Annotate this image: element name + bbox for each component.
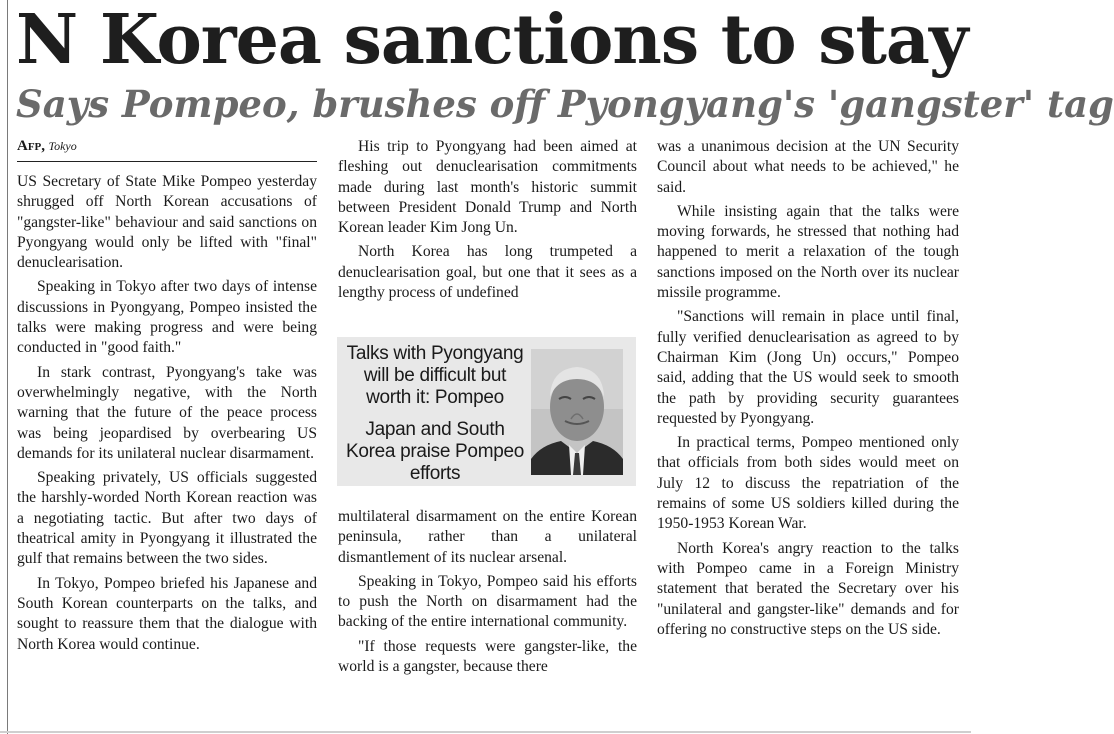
paragraph: was a unanimous decision at the UN Security Council about what needs to be achieved," he said. <box>657 138 959 196</box>
article-column-2-top <box>338 137 637 307</box>
subheadline: Says Pompeo, brushes off Pyongyang's 'gangster' tag <box>16 82 1114 126</box>
pullquote-text <box>345 343 525 485</box>
pullquote-line-2: Japan and South Korea praise Pompeo efforts <box>345 419 525 484</box>
byline-place: Tokyo <box>48 139 77 153</box>
byline-agency: Afp, <box>17 138 46 154</box>
left-column-rule <box>7 0 8 734</box>
paragraph: While insisting again that the talks were moving forwards, he stressed that nothing had happened to merit a relaxation of the tough sanctions imposed on the North over its nuclear missile programme. <box>657 202 959 302</box>
portrait-illustration <box>531 349 623 475</box>
paragraph: "Sanctions will remain in place until final, fully verified denuclearisation as agreed to by Chairman Kim (Jong Un) occurs," Pompeo said, adding that the US would seek to smooth the path by providing security guarantees requested by Pyongyang. <box>657 308 959 427</box>
paragraph: multilateral disarmament on the entire Korean peninsula, rather than a unilateral dismantlement of its nuclear arsenal. <box>338 508 637 566</box>
byline <box>17 137 317 162</box>
paragraph: "If those requests were gangster-like, the world is a gangster, because there <box>338 637 637 676</box>
paragraph: Speaking in Tokyo, Pompeo said his efforts to push the North on disarmament had the backing of the entire international community. <box>338 572 637 631</box>
article-column-1 <box>17 172 317 659</box>
bottom-rule <box>0 731 971 733</box>
paragraph: US Secretary of State Mike Pompeo yesterday shrugged off North Korean accusations of "gangster-like" behaviour and said sanctions on Pyongyang would only be lifted with "final" denuclearisation. <box>17 173 317 272</box>
paragraph: Speaking privately, US officials suggested the harshly-worded North Korean reaction was a negotiating tactic. But after two days of theatrical amity in Pyongyang it illustrated the gulf that remains between the two sides. <box>17 469 317 568</box>
paragraph: Speaking in Tokyo after two days of intense discussions in Pyongyang, Pompeo insisted the talks were making progress and were being conducted in "good faith." <box>17 278 317 357</box>
paragraph: In practical terms, Pompeo mentioned only that officials from both sides would meet on July 12 to discuss the repatriation of the remains of some US soldiers killed during the 1950-1953 Korean War. <box>657 434 959 533</box>
pullquote-box <box>337 337 636 486</box>
paragraph: In stark contrast, Pyongyang's take was overwhelmingly negative, with the North warning that the future of the peace process was being jeopardised by overbearing US demands for its unilateral nuclear disarmament. <box>17 363 317 462</box>
paragraph: North Korea has long trumpeted a denuclearisation goal, but one that it sees as a lengthy process of undefined <box>338 243 637 302</box>
portrait-photo-icon <box>531 349 623 475</box>
paragraph: In Tokyo, Pompeo briefed his Japanese and South Korean counterparts on the talks, and sought to reassure them that the dialogue with North Korea would continue. <box>17 574 317 653</box>
article-column-2-bottom <box>338 507 637 681</box>
headline: N Korea sanctions to stay <box>16 0 968 80</box>
paragraph: North Korea's angry reaction to the talks with Pompeo came in a Foreign Ministry statement that berated the Secretary over his "unilateral and gangster-like" demands and for offering no constructive steps on the US side. <box>657 539 959 638</box>
pullquote-line-1: Talks with Pyongyang will be difficult but worth it: Pompeo <box>346 343 524 408</box>
article-column-3 <box>657 137 959 644</box>
paragraph: His trip to Pyongyang had been aimed at fleshing out denuclearisation commitments made during last month's historic summit between President Donald Trump and North Korean leader Kim Jong Un. <box>338 138 637 237</box>
